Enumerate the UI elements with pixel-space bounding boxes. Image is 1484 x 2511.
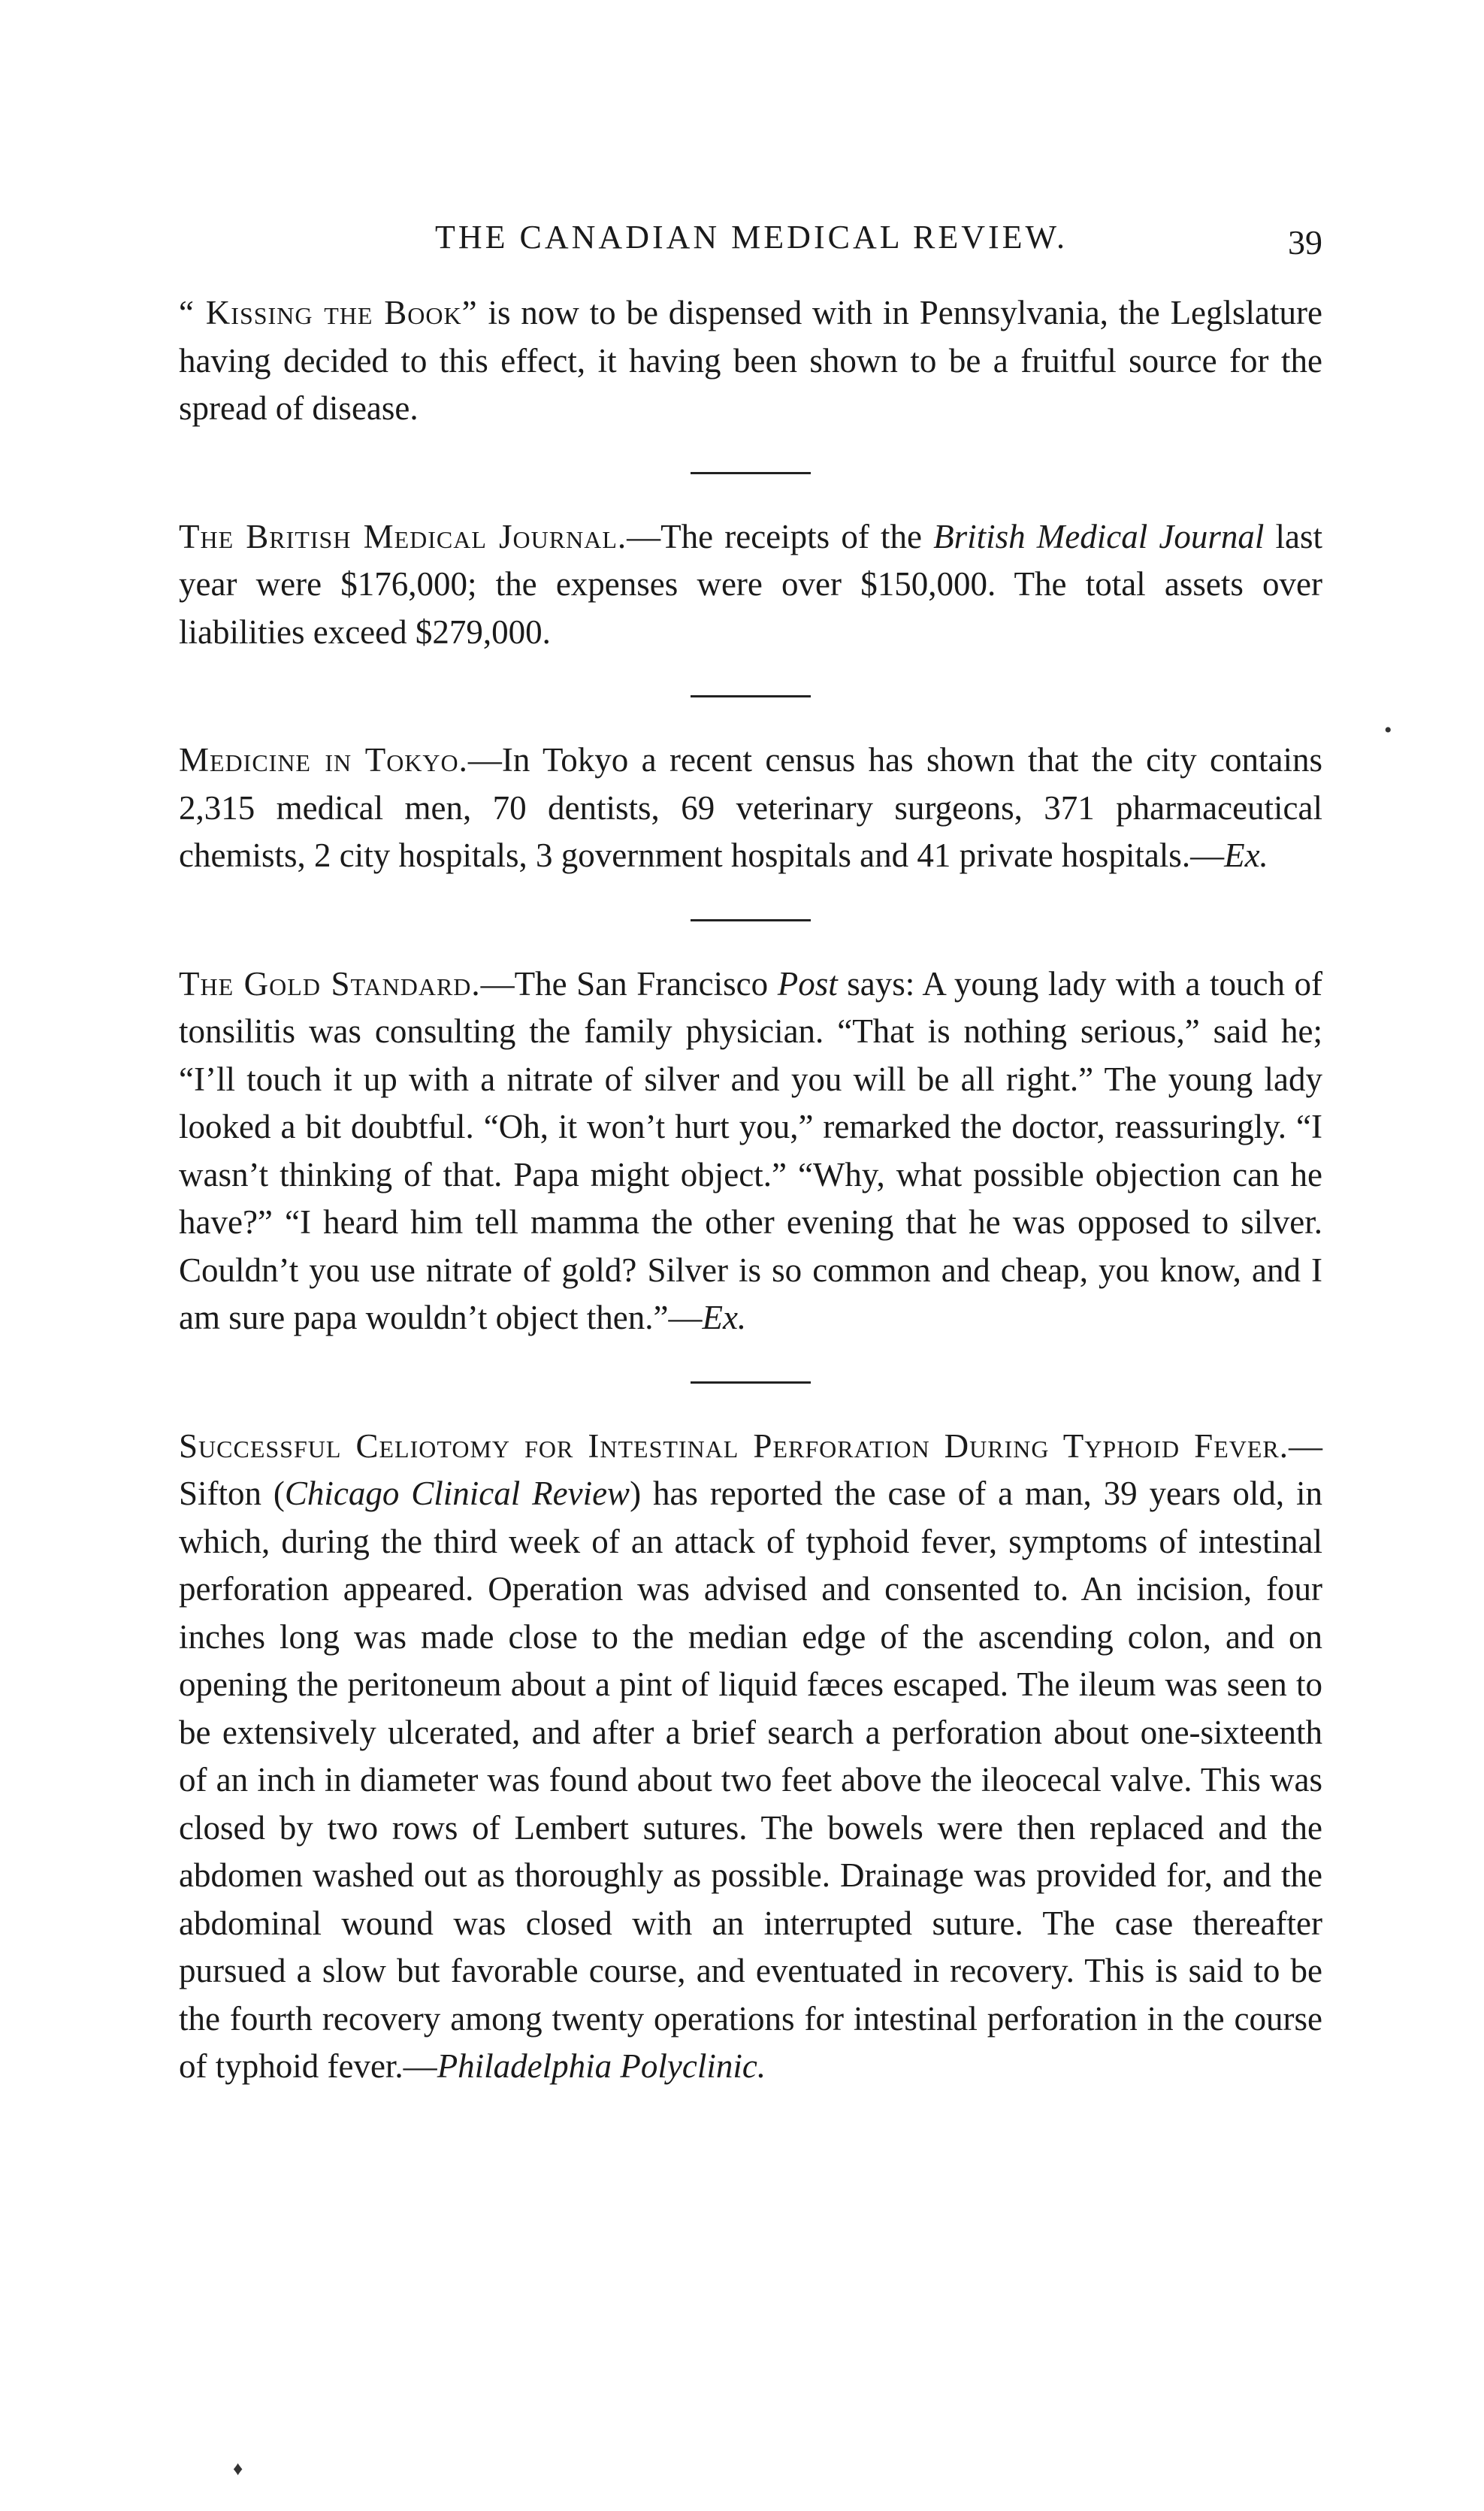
article-british-medical-journal (179, 513, 1322, 657)
page-number: 39 (1288, 223, 1322, 262)
article-source: Philadelphia Polyclinic. (437, 2047, 766, 2085)
page-body (179, 289, 1322, 2091)
article-kissing-the-book (179, 289, 1322, 433)
article-text: —In Tokyo a recent census has shown that the city contains 2,315 medical men, 70 dentists, 69 veterinary surgeons, 371 pharmaceutical chemists, 2 city hospitals, 3 government hospitals and 41 private hospitals.— (179, 741, 1323, 874)
section-divider (691, 695, 811, 697)
section-divider (691, 472, 811, 474)
article-paragraph (179, 513, 1322, 657)
article-paragraph (179, 289, 1322, 433)
page-header (180, 218, 1322, 271)
publication-title: Post (777, 964, 838, 1003)
article-heading: The British Medical Journal. (179, 517, 627, 555)
article-text: ) has reported the case of a man, 39 years old, in which, during the third week of an attack of typhoid fever, symptoms of intestinal perforation appeared. Operation was advised and consented to. An incision, four inches long was made close to the median edge of the ascending colon, and on opening the peritoneum about a pint of liquid fæces escaped. The ileum was seen to be extensively ulcerated, and after a brief search a perforation about one-sixteenth of an inch in diameter was found about two feet above the ileocecal valve. This was closed by two rows of Lembert sutures. The bowels were then replaced and the abdomen washed out as thoroughly as possible. Drainage was provided for, and the abdominal wound was closed with an interrupted suture. The case thereafter pursued a slow but favorable course, and eventuated in recovery. This is said to be the fourth recovery among twenty operations for intestinal perforation in the course of typhoid fever.— (179, 1475, 1322, 2085)
article-text: last year were $176,000; the expenses were over $150,000. The total assets over liabilities exceed $279,000. (179, 517, 1322, 651)
section-divider (691, 1381, 811, 1384)
article-text: —The San Francisco (480, 964, 778, 1003)
publication-title: Chicago Clinical Review (284, 1475, 630, 1512)
article-text: —The receipts of the (627, 517, 934, 555)
article-heading: “ Kissing the Book” (179, 294, 478, 331)
running-head: THE CANADIAN MEDICAL REVIEW. (435, 219, 1068, 256)
print-speck: ♦ (233, 2458, 243, 2479)
article-heading: Medicine in Tokyo. (179, 741, 468, 779)
article-paragraph (179, 961, 1322, 1342)
article-heading: The Gold Standard. (179, 964, 481, 1003)
article-text: —Sifton ( (179, 1426, 1322, 1512)
article-source: Ex. (1224, 836, 1268, 874)
article-text: says: A young lady with a touch of tonsilitis was consulting the family physician. “That is nothing serious,” said he; “I’ll touch it up with a nitrate of silver and you will be all right.” The young lady looked a bit doubtful. “Oh, it won’t hurt you,” remarked the doctor, reassuringly. “I wasn’t thinking of that. Papa might object.” “Why, what possible objection can he have?” “I heard him tell mamma the other evening that he was opposed to silver. Couldn’t you use nitrate of gold? Silver is so common and cheap, you know, and I am sure papa wouldn’t object then.”— (179, 964, 1322, 1336)
print-speck: • (1384, 718, 1392, 743)
publication-title: British Medical Journal (933, 517, 1265, 555)
article-heading: Successful Celiotomy for Intestinal Perforation During Typhoid Fever. (179, 1426, 1289, 1465)
article-paragraph (179, 737, 1322, 880)
article-celiotomy (179, 1423, 1322, 2091)
section-divider (691, 919, 811, 921)
article-paragraph (179, 1423, 1322, 2091)
article-gold-standard (179, 961, 1322, 1342)
article-text: is now to be dispensed with in Pennsylvania, the Leglslature having decided to this effect, it having been shown to be a fruitful source for the spread of disease. (179, 294, 1322, 427)
article-medicine-in-tokyo (179, 737, 1322, 880)
article-source: Ex. (702, 1299, 747, 1336)
